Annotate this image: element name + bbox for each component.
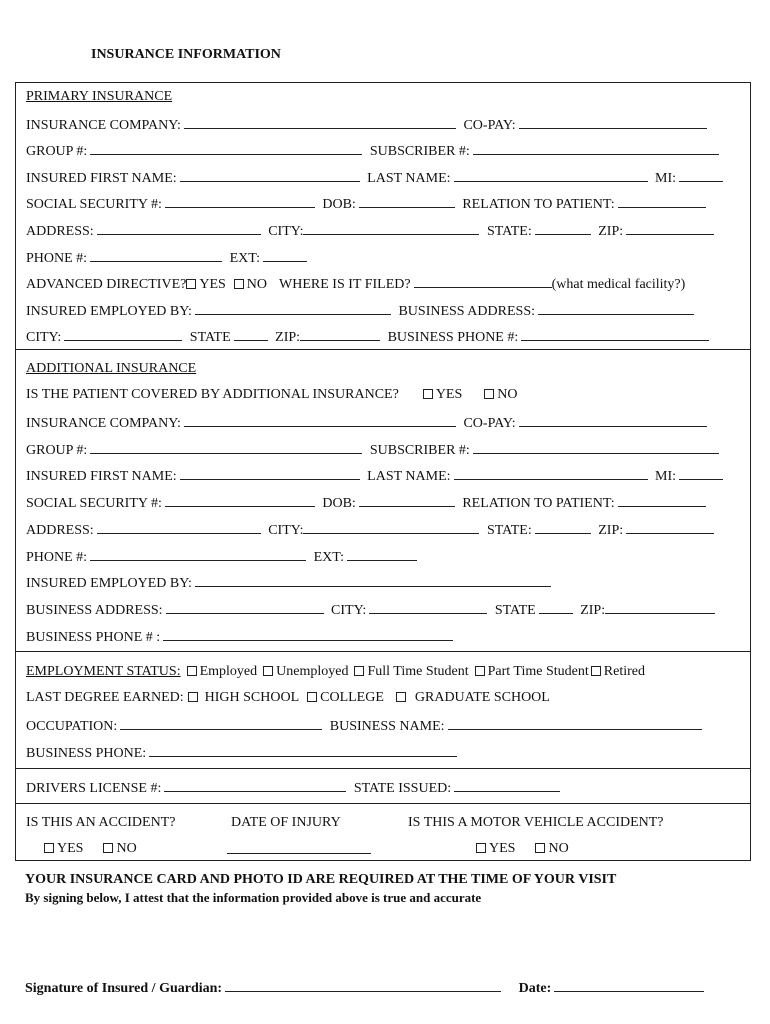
add-business-phone-label: BUSINESS PHONE # : (26, 630, 161, 645)
add-zip-field[interactable] (626, 521, 714, 534)
add-city-label: CITY: (268, 523, 304, 538)
employed-by-label: INSURED EMPLOYED BY: (26, 304, 192, 319)
emp-business-phone-label: BUSINESS PHONE: (26, 746, 147, 761)
zip2-label: ZIP: (275, 330, 301, 345)
add-subscriber-field[interactable] (473, 441, 719, 454)
accident-yes-label: YES (57, 841, 84, 856)
directive-no-label: NO (246, 277, 268, 292)
first-name-field[interactable] (180, 169, 360, 182)
business-address-label: BUSINESS ADDRESS: (398, 304, 535, 319)
zip-field[interactable] (626, 222, 714, 235)
motor-no-checkbox[interactable] (535, 843, 545, 853)
covered-no-label: NO (497, 387, 518, 402)
add-dob-label: DOB: (322, 496, 356, 511)
additional-insurance-section (15, 349, 751, 652)
signature-field[interactable] (225, 979, 501, 992)
drivers-license-label: DRIVERS LICENSE #: (26, 781, 162, 796)
city2-field[interactable] (64, 328, 182, 341)
license-section (15, 768, 751, 804)
add-subscriber-label: SUBSCRIBER #: (369, 443, 470, 458)
where-filed-label: WHERE IS IT FILED? (279, 277, 411, 292)
zip-label: ZIP: (598, 224, 624, 239)
advanced-directive-label: ADVANCED DIRECTIVE? (26, 277, 187, 292)
add-city-field[interactable] (303, 521, 479, 534)
insurance-company-label: INSURANCE COMPANY: (26, 118, 181, 133)
subscriber-label: SUBSCRIBER #: (369, 144, 470, 159)
high-school-checkbox[interactable] (188, 692, 198, 702)
add-group-label: GROUP #: (26, 443, 88, 458)
relation-field[interactable] (618, 195, 706, 208)
ext-field[interactable] (263, 249, 307, 262)
add-mi-field[interactable] (679, 467, 723, 480)
emp-business-phone-field[interactable] (149, 744, 457, 757)
unemployed-checkbox[interactable] (263, 666, 273, 676)
add-last-name-field[interactable] (454, 467, 648, 480)
college-checkbox[interactable] (307, 692, 317, 702)
state2-label: STATE (189, 330, 231, 345)
add-ssn-label: SOCIAL SECURITY #: (26, 496, 162, 511)
date-label: Date: (518, 981, 552, 996)
address-label: ADDRESS: (26, 224, 94, 239)
accident-no-checkbox[interactable] (103, 843, 113, 853)
add-ssn-field[interactable] (165, 494, 315, 507)
required-notice: YOUR INSURANCE CARD AND PHOTO ID ARE REQUIRED AT THE TIME OF YOUR VISIT (25, 872, 617, 887)
add-city2-label: CITY: (331, 603, 367, 618)
city2-label: CITY: (26, 330, 62, 345)
relation-label: RELATION TO PATIENT: (462, 197, 615, 212)
dob-field[interactable] (359, 195, 455, 208)
insurance-company-field[interactable] (184, 116, 456, 129)
add-phone-field[interactable] (90, 548, 306, 561)
add-zip-label: ZIP: (598, 523, 624, 538)
add-zip2-label: ZIP: (580, 603, 606, 618)
state-field[interactable] (535, 222, 591, 235)
form-title: INSURANCE INFORMATION (91, 47, 281, 62)
add-business-address-field[interactable] (166, 601, 324, 614)
is-accident-label: IS THIS AN ACCIDENT? (26, 815, 176, 830)
additional-header: ADDITIONAL INSURANCE (26, 361, 197, 376)
college-label: COLLEGE (320, 690, 384, 705)
primary-header: PRIMARY INSURANCE (26, 89, 173, 104)
add-business-address-label: BUSINESS ADDRESS: (26, 603, 163, 618)
add-state-field[interactable] (535, 521, 591, 534)
employed-checkbox[interactable] (187, 666, 197, 676)
group-label: GROUP #: (26, 144, 88, 159)
unemployed-label: Unemployed (276, 664, 349, 679)
ext-label: EXT: (229, 251, 260, 266)
add-ext-label: EXT: (313, 550, 344, 565)
business-phone-label: BUSINESS PHONE #: (387, 330, 519, 345)
degree-label: LAST DEGREE EARNED: (26, 690, 184, 705)
ssn-label: SOCIAL SECURITY #: (26, 197, 162, 212)
employment-section (15, 651, 751, 769)
add-dob-field[interactable] (359, 494, 455, 507)
covered-yes-label: YES (435, 387, 463, 402)
graduate-checkbox[interactable] (396, 692, 406, 702)
group-field[interactable] (90, 142, 362, 155)
retired-label: Retired (603, 664, 645, 679)
mi-field[interactable] (679, 169, 723, 182)
date-of-injury-label: DATE OF INJURY (231, 815, 341, 830)
covered-question: IS THE PATIENT COVERED BY ADDITIONAL INSURANCE? (26, 387, 399, 402)
city-field[interactable] (303, 222, 479, 235)
high-school-label: HIGH SCHOOL (204, 690, 300, 705)
add-group-field[interactable] (90, 441, 362, 454)
add-state-label: STATE: (486, 523, 532, 538)
motor-yes-label: YES (489, 841, 516, 856)
full-time-checkbox[interactable] (354, 666, 364, 676)
add-city2-field[interactable] (369, 601, 487, 614)
mi-label: MI: (655, 171, 677, 186)
directive-no-checkbox[interactable] (234, 279, 244, 289)
add-relation-field[interactable] (618, 494, 706, 507)
medical-facility-note: (what medical facility?) (551, 277, 686, 292)
add-first-name-label: INSURED FIRST NAME: (26, 469, 177, 484)
directive-yes-label: YES (199, 277, 226, 292)
business-phone-field[interactable] (521, 328, 709, 341)
accident-section (15, 803, 751, 861)
phone-label: PHONE #: (26, 251, 88, 266)
graduate-label: GRADUATE SCHOOL (414, 690, 550, 705)
ssn-field[interactable] (165, 195, 315, 208)
copay-field[interactable] (519, 116, 707, 129)
address-field[interactable] (97, 222, 261, 235)
retired-checkbox[interactable] (591, 666, 601, 676)
occupation-field[interactable] (120, 717, 322, 730)
where-filed-field[interactable] (414, 275, 552, 288)
drivers-license-field[interactable] (164, 779, 346, 792)
motor-no-label: NO (548, 841, 569, 856)
last-name-label: LAST NAME: (367, 171, 451, 186)
covered-yes-checkbox[interactable] (423, 389, 433, 399)
motor-yes-checkbox[interactable] (476, 843, 486, 853)
state-issued-label: STATE ISSUED: (353, 781, 452, 796)
phone-field[interactable] (90, 249, 222, 262)
business-name-field[interactable] (448, 717, 702, 730)
copay-label: CO-PAY: (463, 118, 516, 133)
attest-notice: By signing below, I attest that the information provided above is true and accurate (25, 890, 482, 905)
business-name-label: BUSINESS NAME: (329, 719, 445, 734)
add-phone-label: PHONE #: (26, 550, 88, 565)
signature-label: Signature of Insured / Guardian: (25, 981, 223, 996)
add-address-field[interactable] (97, 521, 261, 534)
add-employed-by-label: INSURED EMPLOYED BY: (26, 576, 192, 591)
employed-by-field[interactable] (195, 302, 391, 315)
add-zip2-field[interactable] (605, 601, 715, 614)
employment-status-label: EMPLOYMENT STATUS: (26, 664, 181, 679)
dob-label: DOB: (322, 197, 356, 212)
add-copay-label: CO-PAY: (463, 416, 516, 431)
state-label: STATE: (486, 224, 532, 239)
add-first-name-field[interactable] (180, 467, 360, 480)
add-last-name-label: LAST NAME: (367, 469, 451, 484)
business-address-field[interactable] (538, 302, 694, 315)
add-business-phone-field[interactable] (163, 628, 453, 641)
date-of-injury-field[interactable] (227, 841, 371, 854)
directive-yes-checkbox[interactable] (186, 279, 196, 289)
add-ext-field[interactable] (347, 548, 417, 561)
primary-insurance-section (15, 82, 751, 350)
add-address-label: ADDRESS: (26, 523, 94, 538)
state-issued-field[interactable] (454, 779, 560, 792)
employed-label: Employed (199, 664, 258, 679)
last-name-field[interactable] (454, 169, 648, 182)
city-label: CITY: (268, 224, 304, 239)
add-insurance-company-label: INSURANCE COMPANY: (26, 416, 181, 431)
accident-no-label: NO (116, 841, 137, 856)
occupation-label: OCCUPATION: (26, 719, 118, 734)
first-name-label: INSURED FIRST NAME: (26, 171, 177, 186)
part-time-checkbox[interactable] (475, 666, 485, 676)
add-mi-label: MI: (655, 469, 677, 484)
zip2-field[interactable] (300, 328, 380, 341)
full-time-label: Full Time Student (367, 664, 469, 679)
add-copay-field[interactable] (519, 414, 707, 427)
accident-yes-checkbox[interactable] (44, 843, 54, 853)
subscriber-field[interactable] (473, 142, 719, 155)
state2-field[interactable] (234, 328, 268, 341)
add-state2-field[interactable] (539, 601, 573, 614)
part-time-label: Part Time Student (487, 664, 589, 679)
add-relation-label: RELATION TO PATIENT: (462, 496, 615, 511)
date-field[interactable] (554, 979, 704, 992)
add-employed-by-field[interactable] (195, 574, 551, 587)
motor-vehicle-label: IS THIS A MOTOR VEHICLE ACCIDENT? (408, 815, 664, 830)
add-insurance-company-field[interactable] (184, 414, 456, 427)
add-state2-label: STATE (494, 603, 536, 618)
covered-no-checkbox[interactable] (484, 389, 494, 399)
